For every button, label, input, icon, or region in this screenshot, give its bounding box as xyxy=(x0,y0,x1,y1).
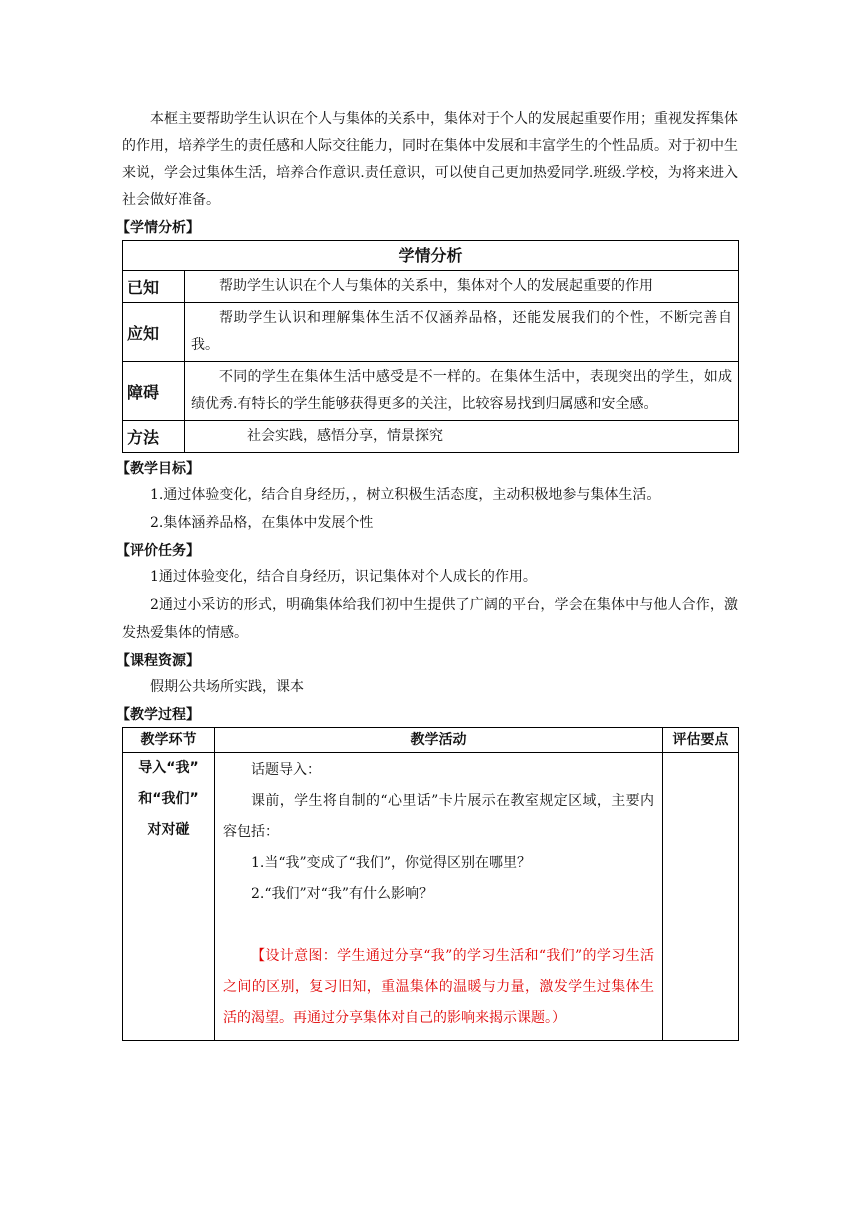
header-evaluation: 评估要点 xyxy=(663,728,739,753)
analysis-table xyxy=(122,240,739,453)
activity-intro: 话题导入： xyxy=(251,762,321,778)
process-heading: 【教学过程】 xyxy=(116,707,200,723)
row-label-should-know: 应知 xyxy=(123,303,185,362)
row-text-should-know: 帮助学生认识和理解集体生活不仅涵养品格，还能发展我们的个性，不断完善自我。 xyxy=(185,303,739,362)
row-text-known: 帮助学生认识在个人与集体的关系中，集体对个人的发展起重要的作用 xyxy=(185,271,739,303)
row-label-known: 已知 xyxy=(123,271,185,303)
task-item: 2通过小采访的形式，明确集体给我们初中生提供了广阔的平台，学会在集体中与他人合作，激发热爱集体的情感。 xyxy=(122,597,738,641)
activity-question-2: 2.“我们”对“我”有什么影响？ xyxy=(251,886,433,902)
goals-heading: 【教学目标】 xyxy=(116,461,200,477)
row-label-obstacle: 障碍 xyxy=(123,362,185,421)
task-item: 1通过体验变化，结合自身经历，识记集体对个人成长的作用。 xyxy=(150,569,537,585)
analysis-table-title: 学情分析 xyxy=(123,241,739,271)
row-text-obstacle: 不同的学生在集体生活中感受是不一样的。在集体生活中，表现突出的学生，如成绩优秀.有特长的学生能够获得更多的关注，比较容易找到归属感和安全感。 xyxy=(185,362,739,421)
resources-heading: 【课程资源】 xyxy=(116,653,200,669)
stage-line: 导入“我” xyxy=(138,760,199,776)
activity-question-1: 1.当“我”变成了“我们”，你觉得区别在哪里？ xyxy=(251,855,531,871)
activity-cell xyxy=(215,753,663,1041)
evaluation-cell xyxy=(663,753,739,1041)
header-activity: 教学活动 xyxy=(215,728,663,753)
tasks-heading: 【评价任务】 xyxy=(116,543,200,559)
header-stage: 教学环节 xyxy=(123,728,215,753)
document-page xyxy=(116,106,738,1041)
stage-cell xyxy=(123,753,215,1041)
stage-line: 和“我们” xyxy=(138,791,199,807)
table-row xyxy=(123,271,739,303)
activity-desc: 课前，学生将自制的“心里话”卡片展示在教室规定区域，主要内容包括： xyxy=(223,793,654,840)
row-text-method: 社会实践，感悟分享，情景探究 xyxy=(185,421,739,453)
resources-text: 假期公共场所实践，课本 xyxy=(150,679,304,695)
goal-item: 2.集体涵养品格，在集体中发展个性 xyxy=(150,515,374,531)
process-table xyxy=(122,727,739,1041)
table-row xyxy=(123,421,739,453)
row-label-method: 方法 xyxy=(123,421,185,453)
goal-item: 1.通过体验变化，结合自身经历，，树立积极生活态度，主动积极地参与集体生活。 xyxy=(150,487,661,503)
table-row xyxy=(123,362,739,421)
table-row xyxy=(123,303,739,362)
intro-paragraph: 本框主要帮助学生认识在个人与集体的关系中，集体对于个人的发展起重要作用；重视发挥集体的作用，培养学生的责任感和人际交往能力，同时在集体中发展和丰富学生的个性品质。对于初中生来说，学会过集体生活，培养合作意识.责任意识，可以使自己更加热爱同学.班级.学校，为将来进入社会做好准备。 xyxy=(122,111,738,208)
analysis-heading: 【学情分析】 xyxy=(116,220,200,236)
table-row xyxy=(123,753,739,1041)
design-intent: 【设计意图：学生通过分享“我”的学习生活和“我们”的学习生活之间的区别，复习旧知，重温集体的温暖与力量，激发学生过集体生活的渴望。再通过分享集体对自己的影响来揭示课题。） xyxy=(223,948,654,1026)
stage-line: 对对碰 xyxy=(147,822,190,838)
